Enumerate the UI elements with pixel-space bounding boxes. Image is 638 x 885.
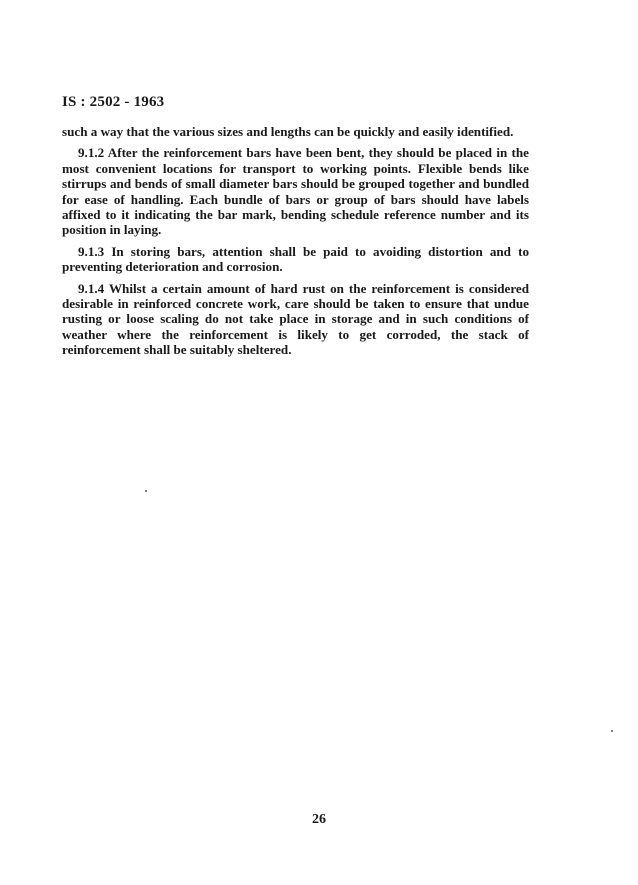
body-text: [62, 124, 529, 358]
clause-number: 9.1.3: [78, 243, 105, 259]
page-number: 26: [312, 812, 326, 827]
clause-number: 9.1.4: [78, 280, 105, 296]
clause-9-1-3: [62, 244, 529, 275]
scan-speck: [611, 730, 613, 732]
clause-9-1-2: [62, 145, 529, 237]
clause-text: After the reinforcement bars have been bent, they should be placed in the most convenient locations for transport to working points. Flexible bends like stirrups and bends of small diameter bars should be grouped together and bundled for ease of handling. Each bundle of bars or group of bars should have labels affixed to it indicating the bar mark, bending schedule reference number and its position in laying.: [62, 145, 529, 238]
clause-text: In storing bars, attention shall be paid to avoiding distortion and to preventing deterioration and corrosion.: [62, 243, 529, 275]
clause-text: Whilst a certain amount of hard rust on the reinforcement is considered desirable in reinforced concrete work, care should be taken to ensure that undue rusting or loose scaling do not take place in storage and in such conditions of weather where the reinforcement is likely to get corroded, the stack of reinforcement shall be suitably sheltered.: [62, 280, 530, 358]
standard-number-header: IS : 2502 - 1963: [62, 94, 165, 110]
scan-speck: [145, 490, 147, 492]
paragraph-text: such a way that the various sizes and lengths can be quickly and easily identified.: [62, 124, 514, 139]
paragraph-continuation: [62, 124, 529, 139]
clause-number: 9.1.2: [78, 145, 105, 161]
clause-9-1-4: [62, 281, 529, 358]
